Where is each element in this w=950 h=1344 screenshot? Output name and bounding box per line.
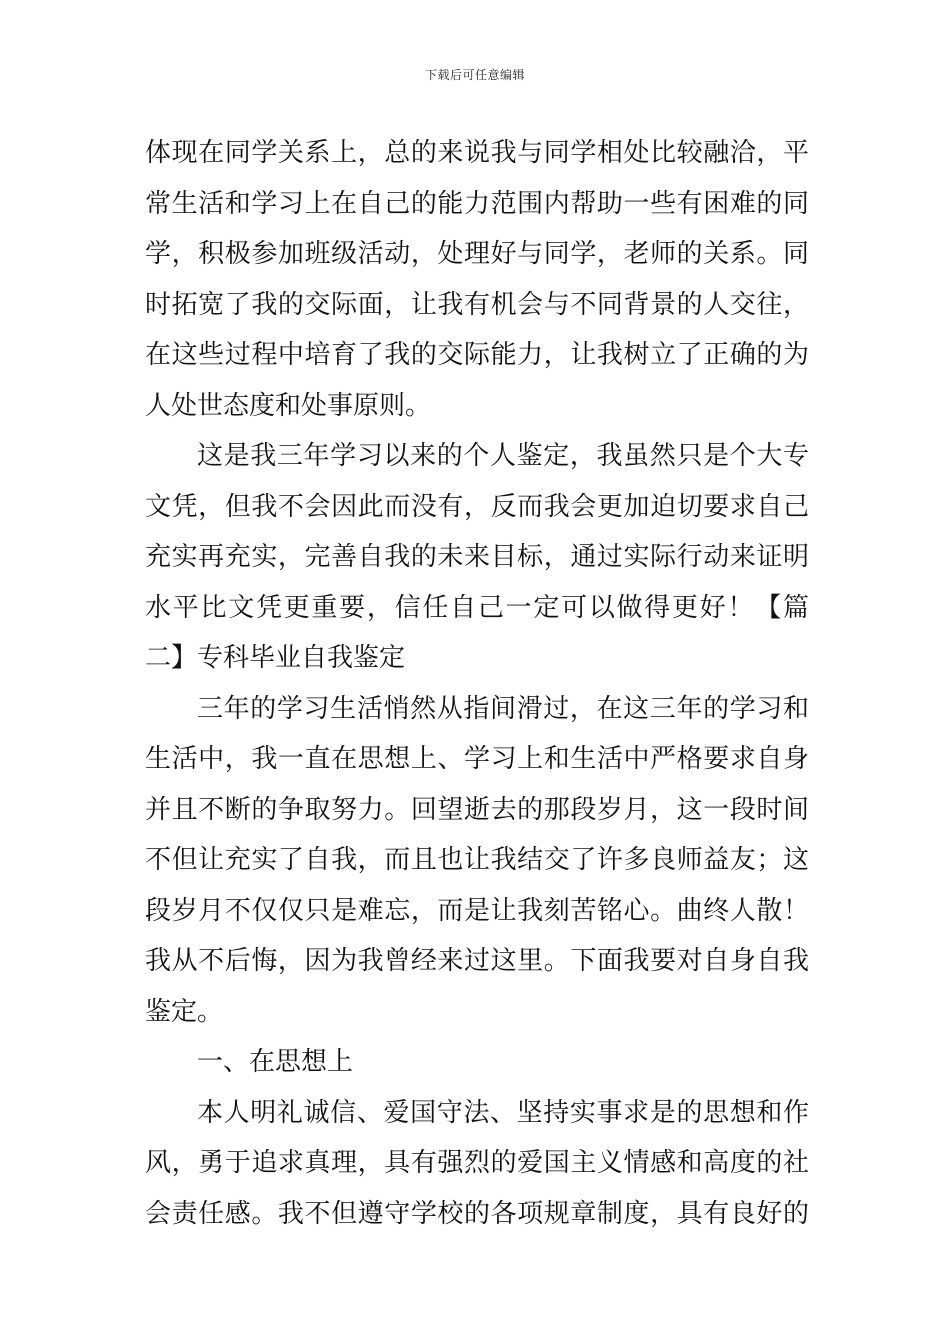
text-line: 并且不断的争取努力。回望逝去的那段岁月，这一段时间 (145, 794, 809, 825)
text-line: 水平比文凭更重要，信任自己一定可以做得更好！【篇 (145, 592, 809, 623)
text-line: 不但让充实了自我，而且也让我结交了许多良师益友；这 (145, 845, 809, 875)
text-line: 学，积极参加班级活动，处理好与同学，老师的关系。同 (145, 239, 809, 269)
text-line: 会责任感。我不但遵守学校的各项规章制度，具有良好的 (145, 1198, 809, 1229)
text-line: 体现在同学关系上，总的来说我与同学相处比较融洽，平 (145, 138, 809, 168)
section-heading: 一、在思想上 (197, 1047, 354, 1077)
text-line: 充实再充实，完善自我的未来目标，通过实际行动来证明 (145, 542, 809, 572)
text-line: 鉴定。 (145, 996, 224, 1027)
text-line: 风，勇于追求真理，具有强烈的爱国主义情感和高度的社 (145, 1148, 809, 1178)
text-line: 在这些过程中培育了我的交际能力，让我树立了正确的为 (145, 340, 809, 370)
text-line: 二】专科毕业自我鉴定 (145, 643, 406, 673)
text-line: 文凭，但我不会因此而没有，反而我会更加迫切要求自己 (145, 491, 809, 522)
text-line: 时拓宽了我的交际面，让我有机会与不同背景的人交往， (145, 289, 809, 320)
text-line: 我从不后悔，因为我曾经来过这里。下面我要对自身自我 (145, 946, 809, 976)
text-line: 生活中，我一直在思想上、学习上和生活中严格要求自身 (145, 744, 809, 774)
document-body (145, 128, 809, 1239)
paragraph-first-line: 这是我三年学习以来的个人鉴定，我虽然只是个大专 (197, 441, 809, 471)
paragraph-first-line: 三年的学习生活悄然从指间滑过，在这三年的学习和 (197, 693, 809, 724)
text-line: 常生活和学习上在自己的能力范围内帮助一些有困难的同 (145, 188, 809, 219)
text-line: 段岁月不仅仅只是难忘，而是让我刻苦铭心。曲终人散！ (145, 895, 809, 926)
paragraph-first-line: 本人明礼诚信、爱国守法、坚持实事求是的思想和作 (197, 1097, 809, 1128)
page-header-note: 下载后可任意编辑 (424, 68, 525, 82)
text-line: 人处世态度和处事原则。 (145, 390, 432, 421)
